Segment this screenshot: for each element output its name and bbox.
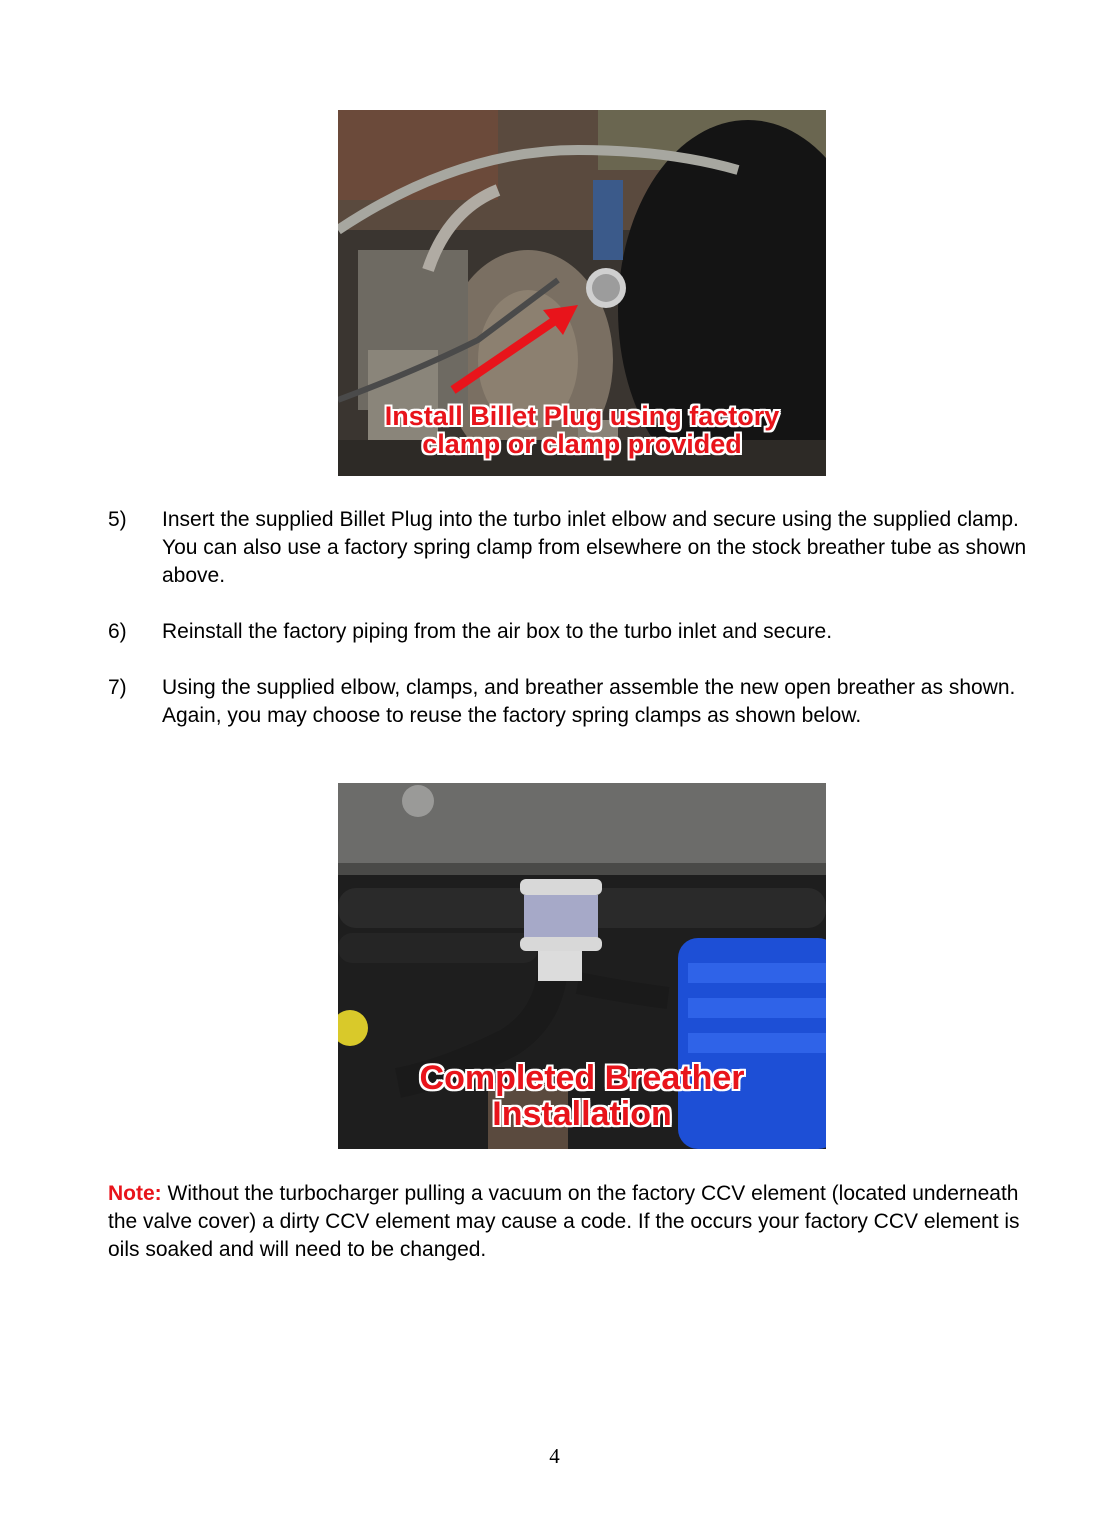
note-text: Without the turbocharger pulling a vacuum on the factory CCV element (located underneath the valve cover) a dirty CCV element may cause a code. If the occurs your factory CCV element is oils soaked and will need to be changed. <box>108 1182 1020 1261</box>
caption-line: Install Billet Plug using factory <box>384 401 780 431</box>
billet-plug-caption <box>338 402 826 459</box>
step-text: Reinstall the factory piping from the air box to the turbo inlet and secure. <box>162 620 833 643</box>
note-label: Note: <box>108 1182 162 1205</box>
page-number: 4 <box>549 1444 560 1468</box>
step-text: Using the supplied elbow, clamps, and breather assemble the new open breather as shown. Again, you may choose to reuse the factory spring clamps as shown below. <box>162 676 1016 727</box>
step-text: Insert the supplied Billet Plug into the turbo inlet elbow and secure using the supplied clamp. You can also use a factory spring clamp from elsewhere on the stock breather tube as shown above. <box>162 508 1027 587</box>
step-number: 7) <box>108 676 127 699</box>
caption-line: clamp or clamp provided <box>422 429 742 460</box>
step-number: 5) <box>108 508 127 531</box>
step-number: 6) <box>108 620 127 643</box>
caption-line: Installation <box>492 1094 672 1133</box>
completed-breather-caption <box>338 1061 826 1132</box>
completed-breather-photo <box>338 783 826 1149</box>
caption-line: Completed Breather <box>419 1059 745 1097</box>
note-paragraph <box>108 1180 1048 1264</box>
billet-plug-photo <box>338 110 826 476</box>
